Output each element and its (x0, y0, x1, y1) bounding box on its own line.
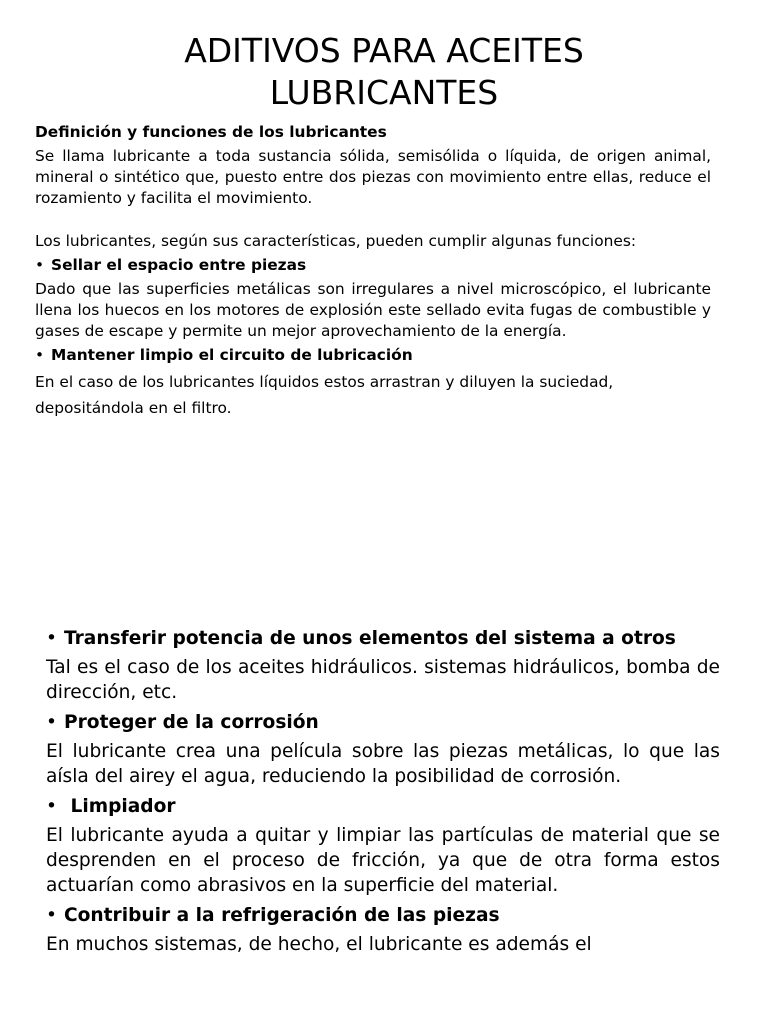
bullet-title: Sellar el espacio entre piezas (51, 256, 307, 274)
bullet-heading (35, 345, 711, 366)
bullet-title: Mantener limpio el circuito de lubricación (51, 346, 413, 364)
bullet-paragraph: El lubricante ayuda a quitar y limpiar las partículas de material que se desprenden en el proceso de fricción, ya que de otra forma estos actuarían como abrasivos en la superficie del material. (46, 825, 720, 896)
bullet-title: Contribuir a la refrigeración de las piezas (64, 905, 500, 926)
bullet-title: Limpiador (64, 796, 176, 817)
bullet-heading (46, 794, 720, 819)
bullet-paragraph: El lubricante crea una película sobre las piezas metálicas, lo que las aísla del airey el agua, reduciendo la posibilidad de corrosión. (46, 741, 720, 787)
slide-title (40, 30, 728, 114)
intro-paragraph: Los lubricantes, según sus características, pueden cumplir algunas funciones: (35, 232, 637, 250)
bullet-heading (46, 626, 720, 651)
bullet-paragraph: En muchos sistemas, de hecho, el lubricante es además el (46, 934, 592, 955)
bullet-title: Transferir potencia de unos elementos del sistema a otros (64, 628, 676, 649)
definition-paragraph: Se llama lubricante a toda sustancia sólida, semisólida o líquida, de origen animal, mineral o sintético que, puesto entre dos piezas con movimiento entre ellas, reduce el rozamiento y facilita el movimiento. (35, 147, 711, 207)
slide-2 (0, 600, 768, 1024)
section-heading: Definición y funciones de los lubricantes (35, 123, 387, 141)
slide-2-body (46, 626, 720, 962)
bullet-paragraph: Dado que las superficies metálicas son irregulares a nivel microscópico, el lubricante llena los huecos en los motores de explosión este sellado evita fugas de combustible y gases de escape y permite un mejor aprovechamiento de la energía. (35, 280, 711, 340)
bullet-marker: • (46, 628, 57, 649)
bullet-marker: • (35, 256, 45, 274)
slide-1-body (35, 122, 711, 421)
bullet-heading (35, 255, 711, 276)
bullet-marker: • (35, 346, 45, 364)
bullet-paragraph: En el caso de los lubricantes líquidos estos arrastran y diluyen la suciedad, depositándola en el filtro. (35, 373, 614, 417)
bullet-marker: • (46, 905, 57, 926)
title-line-2: LUBRICANTES (269, 73, 499, 112)
bullet-heading (46, 710, 720, 735)
bullet-marker: • (46, 712, 57, 733)
bullet-paragraph: Tal es el caso de los aceites hidráulicos. sistemas hidráulicos, bomba de dirección, etc. (46, 657, 720, 703)
bullet-heading (46, 903, 720, 928)
title-line-1: ADITIVOS PARA ACEITES (184, 31, 584, 70)
bullet-marker: • (46, 796, 57, 817)
bullet-title: Proteger de la corrosión (64, 712, 319, 733)
